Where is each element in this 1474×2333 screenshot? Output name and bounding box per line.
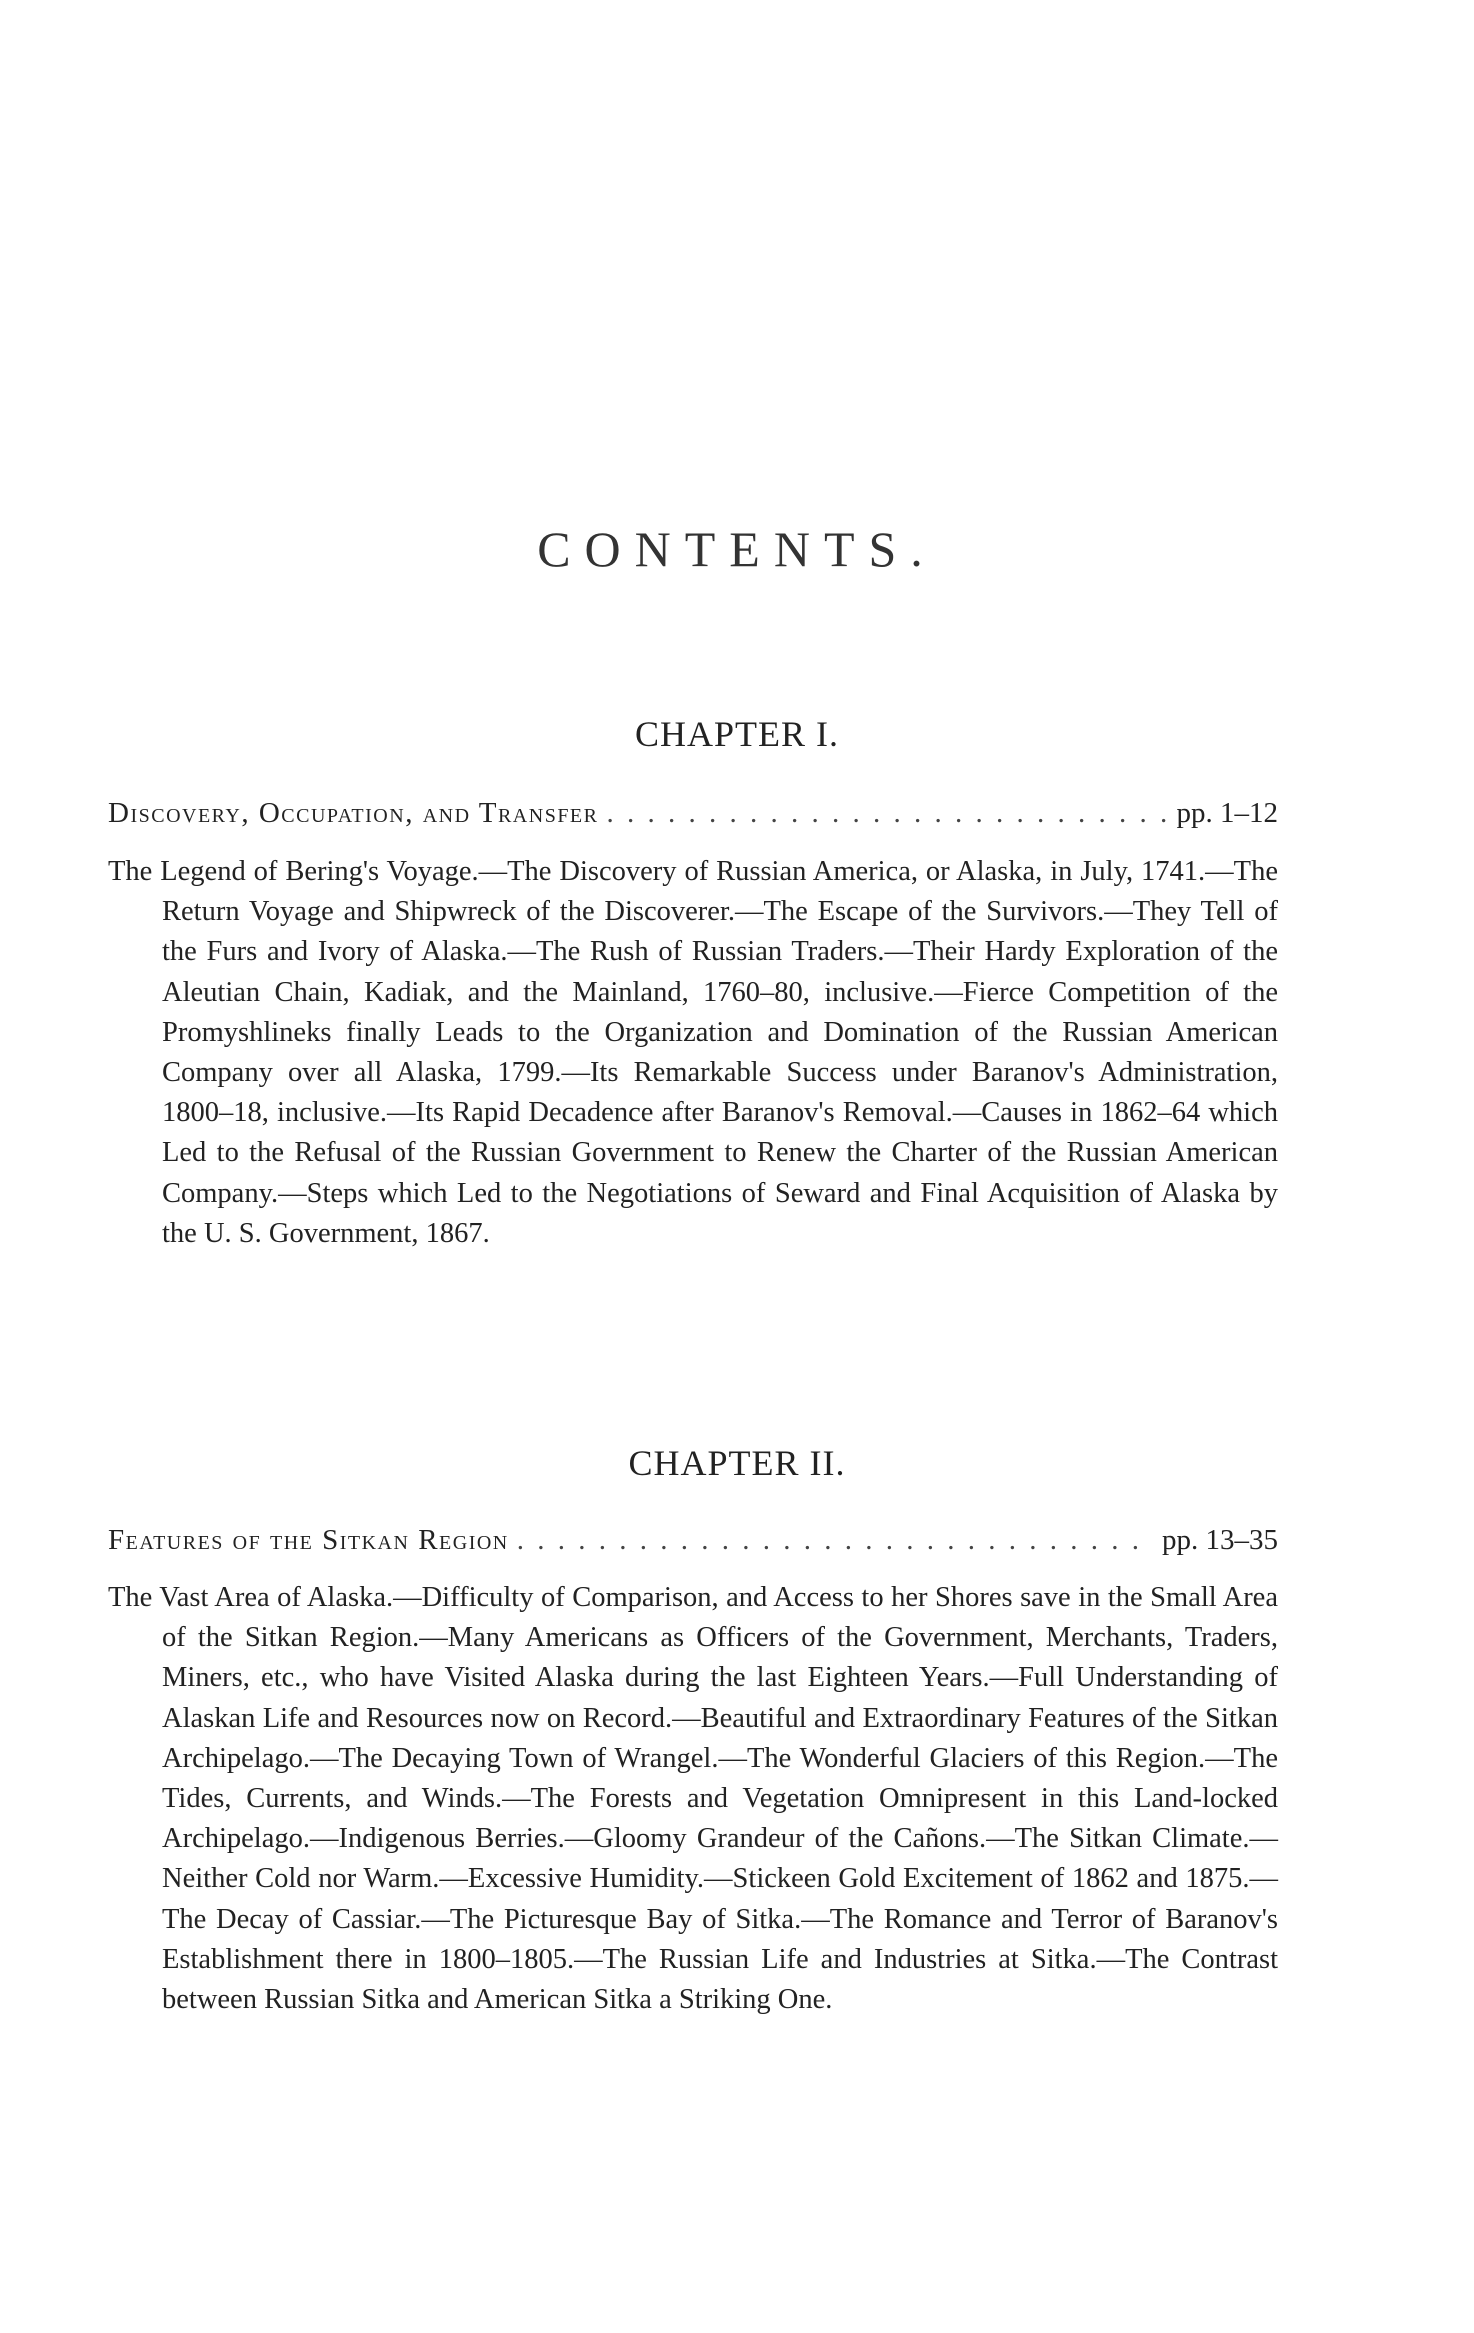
leader-dots bbox=[607, 797, 1169, 830]
toc-entry-title: Features of the Sitkan Region bbox=[108, 1524, 509, 1556]
leader-dots bbox=[517, 1524, 1154, 1557]
chapter-summary-1: The Legend of Bering's Voyage.—The Discovery of Russian America, or Alaska, in July, 1741.—The Return Voyage and Shipwreck of the Discoverer.—The Escape of the Survivors.—They Tell of the Furs and Ivory of Alaska.—The Rush of Russian Traders.—Their Hardy Exploration of the Aleutian Chain, Kadiak, and the Mainland, 1760–80, inclusive.—Fierce Competition of the Promyshlineks finally Leads to the Organization and Domination of the Russian American Company over all Alaska, 1799.—Its Remarkable Success under Baranov's Administration, 1800–18, inclusive.—Its Rapid Decadence after Baranov's Removal.—Causes in 1862–64 which Led to the Refusal of the Russian Government to Renew the Charter of the Russian American Company.—Steps which Led to the Negotiations of Seward and Final Acquisition of Alaska by the U. S. Government, 1867. bbox=[108, 856, 1278, 1249]
chapter-heading-2: CHAPTER II. bbox=[628, 1443, 846, 1483]
chapter-heading-1: CHAPTER I. bbox=[634, 714, 839, 754]
toc-entry-title: Discovery, Occupation, and Transfer bbox=[108, 797, 599, 829]
toc-entry-pages: pp. 13–35 bbox=[1162, 1524, 1278, 1556]
toc-entry-1 bbox=[108, 797, 1278, 830]
chapter-summary-2: The Vast Area of Alaska.—Difficulty of Comparison, and Access to her Shores save in the Small Area of the Sitkan Region.—Many Americans as Officers of the Government, Merchants, Traders, Miners, etc., who have Visited Alaska during the last Eighteen Years.—Full Understanding of Alaskan Life and Resources now on Record.—Beautiful and Extraordinary Features of the Sitkan Archipelago.—The Decaying Town of Wrangel.—The Wonderful Glaciers of this Region.—The Tides, Currents, and Winds.—The Forests and Vegetation Omnipresent in this Land-locked Archipelago.—Indigenous Berries.—Gloomy Grandeur of the Cañons.—The Sitkan Climate.—Neither Cold nor Warm.—Excessive Humidity.—Stickeen Gold Excitement of 1862 and 1875.—The Decay of Cassiar.—The Picturesque Bay of Sitka.—The Romance and Terror of Baranov's Establishment there in 1800–1805.—The Russian Life and Industries at Sitka.—The Contrast between Russian Sitka and American Sitka a Striking One. bbox=[108, 1582, 1278, 2016]
toc-entry-2 bbox=[108, 1524, 1278, 1557]
toc-entry-pages: pp. 1–12 bbox=[1176, 797, 1278, 829]
page-title: CONTENTS. bbox=[537, 521, 937, 577]
